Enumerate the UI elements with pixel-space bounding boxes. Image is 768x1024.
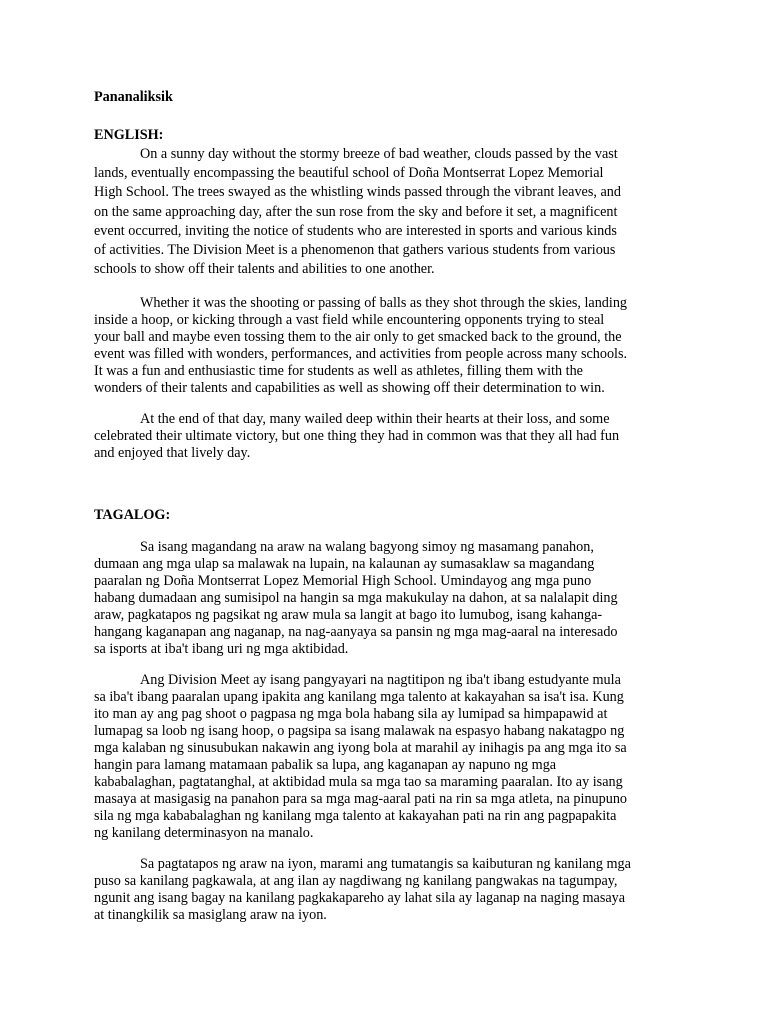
- text-line: your ball and maybe even tossing them to the air only to get smacked back to the ground, the: [94, 329, 622, 345]
- text-line: dumaan ang mga ulap sa malawak na lupain, na kalaunan ay sumasaklaw sa magandang: [94, 556, 595, 572]
- text-line: inside a hoop, or kicking through a vast field while encountering opponents trying to steal: [94, 312, 605, 328]
- text-line: event occurred, inviting the notice of students who are interested in sports and various kinds: [94, 222, 617, 239]
- english-heading: ENGLISH:: [94, 127, 164, 143]
- tagalog-paragraph-1: [94, 539, 679, 658]
- tagalog-heading: TAGALOG:: [94, 507, 171, 523]
- text-line: mga kalaban ng sinusubukan nakawin ang iyong bola at marahil ay inihagis pa ang mga ito sa: [94, 740, 627, 756]
- text-line: ngunit ang isang bagay na kanilang pagkakapareho ay lahat sila ay laganap na naging masaya: [94, 890, 626, 906]
- text-line: Whether it was the shooting or passing of balls as they shot through the skies, landing: [140, 295, 628, 311]
- text-line: On a sunny day without the stormy breeze of bad weather, clouds passed by the vast: [140, 146, 618, 162]
- tagalog-paragraph-3: [94, 856, 679, 924]
- text-line: event was filled with wonders, performances, and activities from people across many schools.: [94, 346, 628, 362]
- text-line: It was a fun and enthusiastic time for students as well as athletes, filling them with the: [94, 363, 583, 379]
- text-line: habang dumadaan ang sumisipol na hangin sa mga makukulay na dahon, at sa nalalapit ding: [94, 590, 618, 606]
- text-line: kababalaghan, pagtatanghal, at aktibidad mula sa mga tao sa maraming paaralan. Ito ay isang: [94, 774, 623, 790]
- text-line: sila ng mga kababalaghan ng kanilang mga talento at kakayahan pati na rin ang pagpapakita: [94, 808, 617, 824]
- text-line: paaralan ng Doña Montserrat Lopez Memorial High School. Umindayog ang mga puno: [94, 573, 592, 589]
- text-line: wonders of their talents and capabilities as well as showing off their determination to win.: [94, 380, 605, 396]
- text-line: masaya at masigasig na panahon para sa mga mag-aaral pati na rin sa mga atleta, na pinupuno: [94, 791, 628, 807]
- english-paragraph-1: [94, 145, 679, 279]
- text-line: At the end of that day, many wailed deep within their hearts at their loss, and some: [140, 411, 610, 427]
- text-line: sa iba't ibang paaralan upang ipakita ang kanilang mga talento at kakayahan sa isa't isa. Kung: [94, 689, 624, 705]
- text-line: celebrated their ultimate victory, but one thing they had in common was that they all had fun: [94, 428, 620, 444]
- text-line: araw, pagkatapos ng pagsikat ng araw mula sa langit at bago ito lumubog, isang kahanga-: [94, 607, 603, 623]
- text-line: at tinangkilik sa masiglang araw na iyon.: [94, 907, 327, 923]
- text-line: hangang kaganapan ang naganap, na nag-aanyaya sa pansin ng mga mag-aaral na interesado: [94, 624, 618, 640]
- english-paragraph-2: [94, 295, 679, 397]
- text-line: on the same approaching day, after the sun rose from the sky and before it set, a magnificent: [94, 203, 618, 220]
- english-paragraph-3: [94, 411, 679, 462]
- text-line: High School. The trees swayed as the whistling winds passed through the vibrant leaves, and: [94, 184, 621, 201]
- text-line: lumapag sa loob ng isang hoop, o pagsipa sa isang malawak na espasyo habang nakatagpo ng: [94, 723, 625, 739]
- text-line: ng kanilang determinasyon na manalo.: [94, 825, 314, 841]
- document-title: Pananaliksik: [94, 89, 173, 105]
- text-line: ito man ay ang pag shoot o pagpasa ng mga bola habang sila ay lumipad sa himpapawid at: [94, 706, 608, 722]
- tagalog-paragraph-2: [94, 672, 679, 842]
- text-line: puso sa kanilang pagkawala, at ang ilan ay nagdiwang ng kanilang pangwakas na tagumpay,: [94, 873, 618, 889]
- text-line: of activities. The Division Meet is a phenomenon that gathers various students from various: [94, 242, 616, 259]
- text-line: lands, eventually encompassing the beautiful school of Doña Montserrat Lopez Memorial: [94, 165, 604, 182]
- text-line: and enjoyed that lively day.: [94, 445, 251, 461]
- text-line: Sa pagtatapos ng araw na iyon, marami ang tumatangis sa kaibuturan ng kanilang mga: [140, 856, 631, 872]
- text-line: sa isports at iba't ibang uri ng mga aktibidad.: [94, 641, 349, 657]
- text-line: Ang Division Meet ay isang pangyayari na nagtitipon ng iba't ibang estudyante mula: [140, 672, 621, 688]
- text-line: schools to show off their talents and abilities to one another.: [94, 261, 435, 278]
- text-line: Sa isang magandang na araw na walang bagyong simoy ng masamang panahon,: [140, 539, 594, 555]
- text-line: hangin para lamang matamaan pabalik sa lupa, ang kaganapan ay napuno ng mga: [94, 757, 557, 773]
